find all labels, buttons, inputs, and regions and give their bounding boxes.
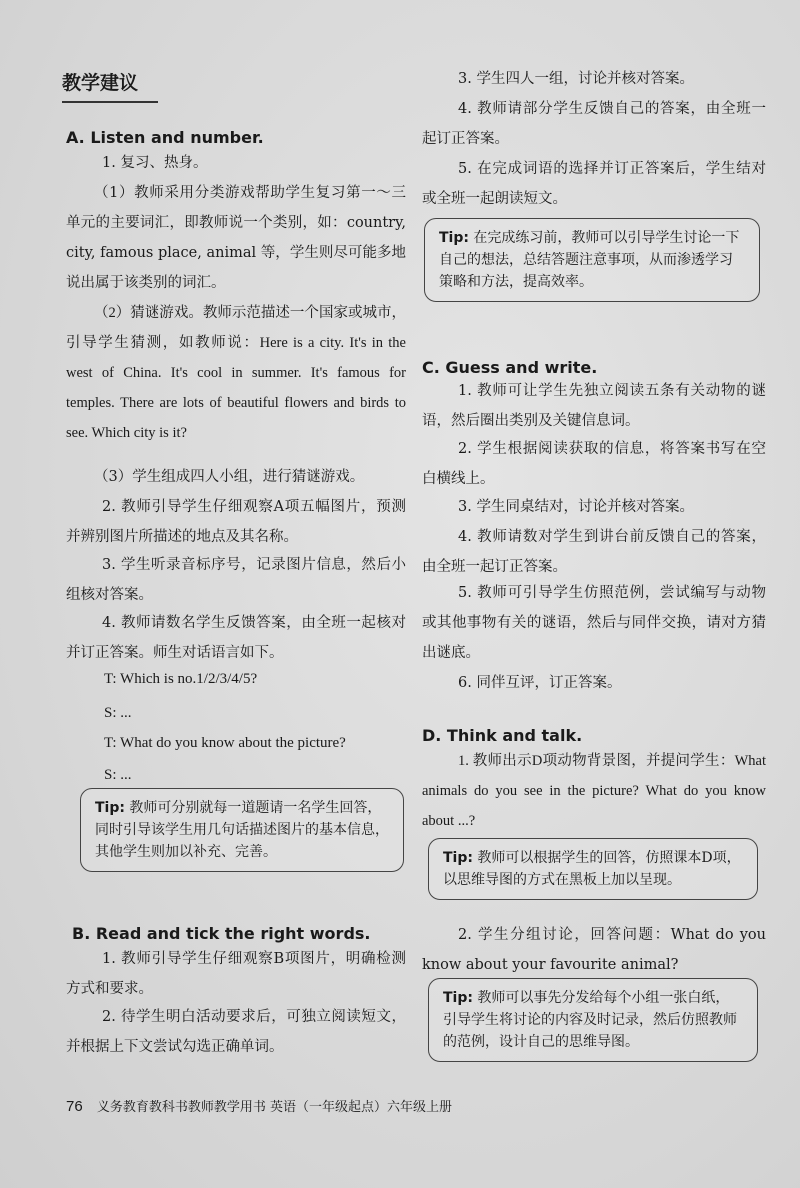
para-c2: 2. 学生根据阅读获取的信息，将答案书写在空白横线上。 (422, 441, 766, 487)
book-title: 义务教育教科书教师教学用书 英语（一年级起点）六年级上册 (96, 1100, 452, 1115)
para-a5: 2. 教师引导学生仔细观察A项五幅图片，预测并辨别图片所描述的地点及其名称。 (66, 499, 406, 545)
para-a3: （2）猜谜游戏。教师示范描述一个国家或城市，引导学生猜测，如教师说：Here is a city. It's in the west of China. It's cool in summer. It's famous for temples. There are lots of beautiful flowers and birds to see. Which city is it? (66, 305, 406, 441)
heading-d: D. Think and talk. (422, 726, 583, 745)
tip-box-2 (424, 218, 760, 302)
tip-text: 教师可以根据学生的回答，仿照课本D项，以思维导图的方式在黑板上加以呈现。 (443, 850, 741, 888)
tip-text: 在完成练习前，教师可以引导学生讨论一下自己的想法，总结答题注意事项，从而渗透学习策略和方法，提高效率。 (439, 230, 740, 290)
dialog-line-2: S: ... (104, 705, 132, 721)
tip-box-4 (428, 978, 758, 1062)
tip-label: Tip: (439, 230, 469, 246)
tip-label: Tip: (443, 990, 473, 1006)
para-a2: （1）教师采用分类游戏帮助学生复习第一～三单元的主要词汇，即教师说一个类别，如：country, city, famous place, animal 等，学生则尽可能多地说出属于该类别的词汇。 (66, 185, 406, 291)
heading-b: B. Read and tick the right words. (72, 924, 371, 943)
para-b1: 1. 教师引导学生仔细观察B项图片，明确检测方式和要求。 (66, 951, 406, 997)
tip-text: 教师可分别就每一道题请一名学生回答，同时引导该学生用几句话描述图片的基本信息，其他学生则加以补充、完善。 (95, 800, 389, 860)
para-c5: 5. 教师可引导学生仿照范例，尝试编写与动物或其他事物有关的谜语，然后与同伴交换，请对方猜出谜底。 (422, 585, 766, 661)
para-a4: （3）学生组成四人小组，进行猜谜游戏。 (94, 469, 365, 485)
heading-a: A. Listen and number. (66, 128, 264, 147)
para-b4: 4. 教师请部分学生反馈自己的答案，由全班一起订正答案。 (422, 101, 766, 147)
para-a6: 3. 学生听录音标序号，记录图片信息，然后小组核对答案。 (66, 557, 406, 603)
para-a7: 4. 教师请数名学生反馈答案，由全班一起核对并订正答案。师生对话语言如下。 (66, 615, 406, 661)
tip-box-3 (428, 838, 758, 900)
page-footer (66, 1096, 452, 1115)
tip-label: Tip: (95, 800, 125, 816)
para-c3: 3. 学生同桌结对，讨论并核对答案。 (458, 499, 694, 515)
tip-label: Tip: (443, 850, 473, 866)
para-d1: 1. 教师出示D项动物背景图，并提问学生：What animals do you see in the picture? What do you know about ...? (422, 753, 766, 829)
para-c1: 1. 教师可让学生先独立阅读五条有关动物的谜语，然后圈出类别及关键信息词。 (422, 383, 766, 429)
heading-c: C. Guess and write. (422, 358, 598, 377)
dialog-line-1: T: Which is no.1/2/3/4/5? (104, 671, 258, 687)
dialog-line-4: S: ... (104, 767, 132, 783)
section-title: 教学建议 (62, 68, 158, 103)
para-b2: 2. 待学生明白活动要求后，可独立阅读短文，并根据上下文尝试勾选正确单词。 (66, 1009, 406, 1055)
para-a1: 1. 复习、热身。 (102, 155, 208, 171)
para-c6: 6. 同伴互评，订正答案。 (458, 675, 622, 691)
para-d2: 2. 学生分组讨论，回答问题：What do you know about your favourite animal? (422, 927, 766, 973)
dialog-line-3: T: What do you know about the picture? (104, 735, 346, 751)
para-c4: 4. 教师请数对学生到讲台前反馈自己的答案，由全班一起订正答案。 (422, 529, 766, 575)
para-b3: 3. 学生四人一组，讨论并核对答案。 (458, 71, 694, 87)
tip-text: 教师可以事先分发给每个小组一张白纸，引导学生将讨论的内容及时记录，然后仿照教师的范例，设计自己的思维导图。 (443, 990, 737, 1050)
page-number: 76 (66, 1098, 83, 1115)
para-b5: 5. 在完成词语的选择并订正答案后，学生结对或全班一起朗读短文。 (422, 161, 766, 207)
tip-box-1 (80, 788, 404, 872)
